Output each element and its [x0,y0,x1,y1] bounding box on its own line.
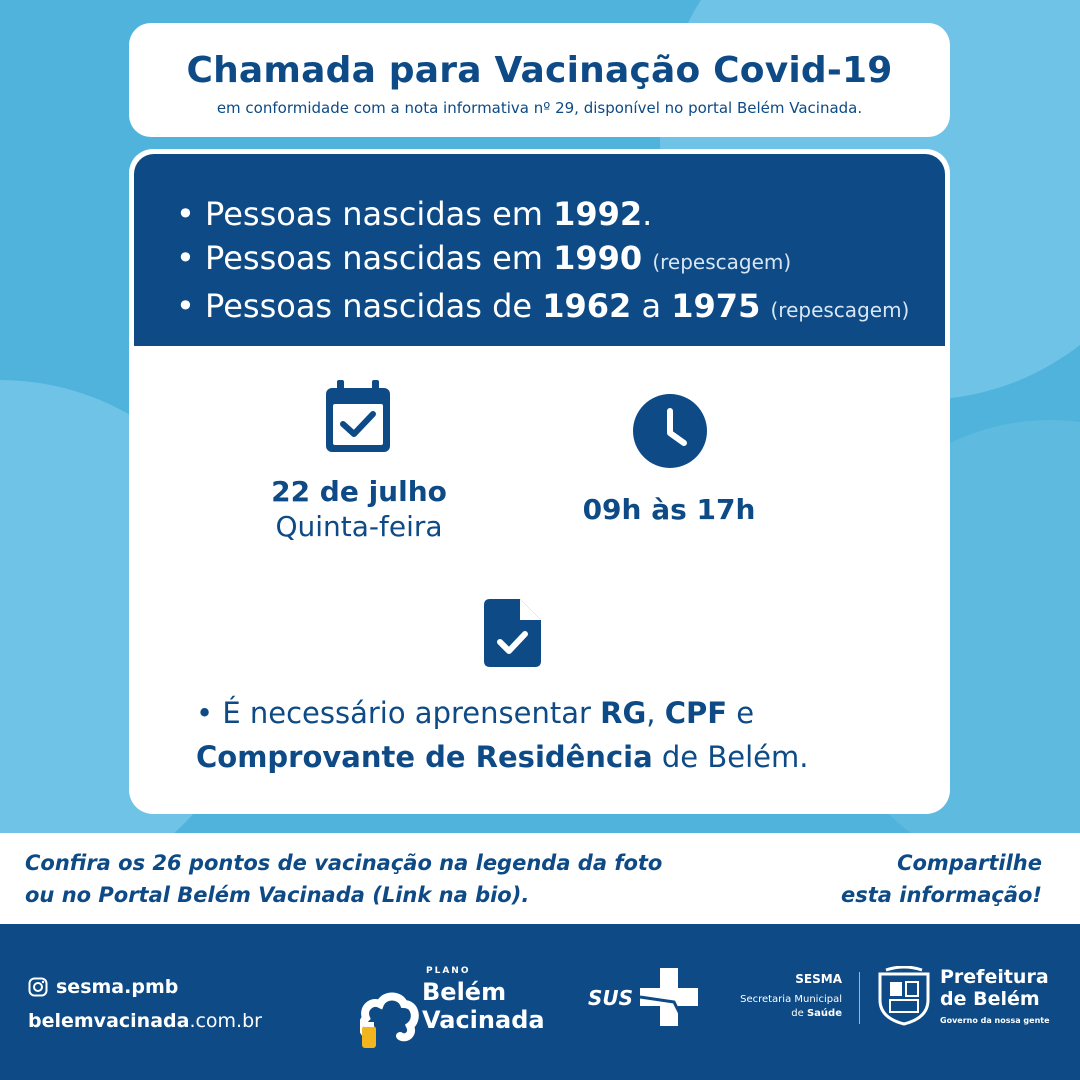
sus-logo [588,966,700,1028]
site-domain: .com.br [189,1010,262,1032]
plano-name-line: Vacinada [422,1006,545,1034]
sus-text: SUS [588,986,634,1010]
group-year: 1992 [553,195,643,233]
instagram-handle: sesma.pmb [56,976,179,998]
group-item [176,284,945,332]
prefeitura-line: Prefeitura [940,966,1049,988]
req-text: • É necessário aprensentar [196,696,601,730]
req-cpf: CPF [664,696,728,730]
eligible-groups [134,154,945,346]
instagram-link[interactable] [28,976,178,998]
document-check-icon [484,598,542,672]
cloud-vial-icon [360,978,420,1050]
coat-of-arms-icon [876,966,932,1026]
group-note: (repescagem) [652,250,792,274]
sesma-line [710,1008,842,1019]
info-line: Confira os 26 pontos de vacinação na legenda da foto [25,851,663,875]
group-year: 1990 [553,239,643,277]
requirements-text [196,691,916,779]
page-subtitle: em conformidade com a nota informativa nº 29, disponível no portal Belém Vacinada. [216,99,863,117]
footer [0,924,1080,1080]
group-note: (repescagem) [770,298,910,322]
info-line: Compartilhe [897,851,1042,875]
group-suffix [642,239,652,277]
req-text: e [727,696,755,730]
vaccination-weekday: Quinta-feira [275,510,443,543]
footer-divider [859,972,860,1024]
title-card [129,23,950,137]
prefeitura-line: de Belém [940,988,1040,1010]
instagram-icon [28,977,48,997]
plano-name-line: Belém [422,978,507,1006]
prefeitura-tagline: Governo da nossa gente [940,1016,1050,1025]
site-name: belemvacinada [28,1010,190,1032]
group-text: • Pessoas nascidas em [176,239,554,277]
sesma-bold: Saúde [806,1008,842,1019]
group-suffix [760,287,770,325]
group-text: • Pessoas nascidas em [176,195,554,233]
website-link[interactable] [28,1010,262,1032]
info-share [841,847,1042,911]
sesma-title: SESMA [795,972,842,986]
group-text: • Pessoas nascidas de [176,287,543,325]
clock-icon [632,393,708,473]
plano-belem-vacinada-logo [360,964,560,1044]
group-item [176,236,945,284]
group-year: 1962 [542,287,632,325]
group-year: 1975 [671,287,761,325]
plano-label: PLANO [426,966,471,976]
info-strip [0,833,1080,924]
req-proof: Comprovante de Residência [196,740,653,774]
sus-cross-icon [638,966,700,1028]
calendar-check-icon [323,378,393,460]
sesma-line: Secretaria Municipal [740,994,842,1005]
page-title: Chamada para Vacinação Covid-19 [186,50,893,91]
date-block [239,475,479,543]
prefeitura-belem-logo [876,966,1056,1030]
info-line: ou no Portal Belém Vacinada (Link na bio). [25,883,530,907]
req-rg: RG [600,696,647,730]
vaccination-date: 22 de julho [271,475,447,508]
req-text: , [646,696,665,730]
group-middle: a [631,287,672,325]
group-suffix: . [642,195,653,233]
time-block [559,493,779,526]
sesma-logo [710,972,842,1019]
req-text: de Belém. [652,740,809,774]
vaccination-hours: 09h às 17h [582,493,756,526]
info-line: esta informação! [840,883,1042,907]
main-card [129,149,950,814]
info-vaccination-points [25,847,662,911]
sesma-prefix: de [791,1008,807,1019]
group-item [176,192,945,236]
